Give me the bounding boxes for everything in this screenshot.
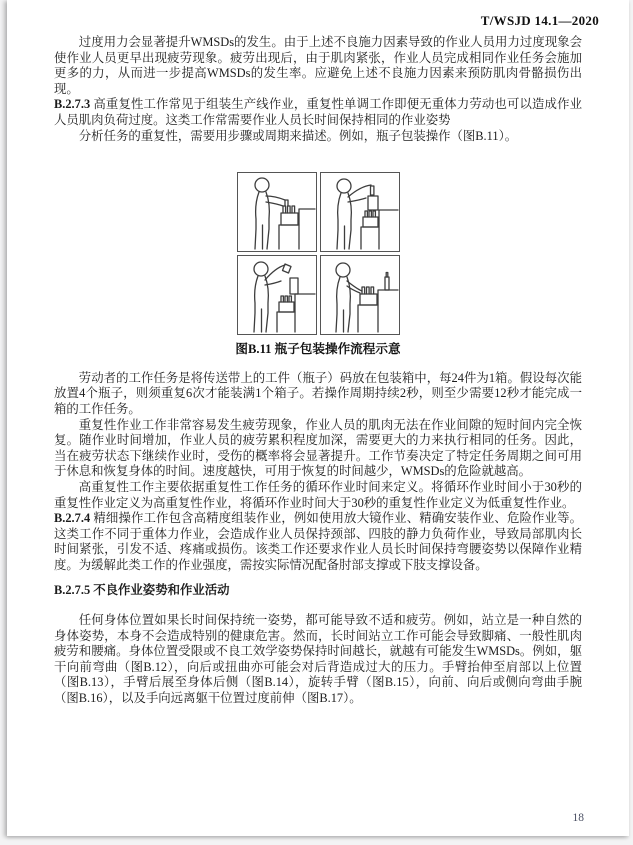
clause-number: B.2.7.4 — [54, 511, 94, 526]
figure-panel-3 — [237, 255, 317, 335]
worker-picking-bottles-drawing — [238, 173, 316, 251]
figure-panel-grid — [237, 172, 400, 335]
page-number: 18 — [572, 812, 584, 824]
text-blocks-after-figure — [54, 371, 582, 707]
figure-caption: 图B.11 瓶子包装操作流程示意 — [235, 342, 401, 357]
paragraph: 劳动者的工作任务是将传送带上的工件（瓶子）码放在包装箱中，每24件为1箱。假设每次能放置4个瓶子，则须重复6次才能装满1个箱子。若操作周期持续2秒，则至少需要12秒才能完成一箱的工作任务。 — [54, 370, 582, 416]
paragraph: 分析任务的重复性，需要用步骤或周期来描述。例如，瓶子包装操作（图B.11）。 — [78, 128, 518, 143]
document-code-header: T/WSJD 14.1—2020 — [480, 13, 599, 28]
figure-panel-2 — [320, 172, 400, 252]
worker-lifting-bottle-drawing — [321, 173, 399, 251]
figure-panel-1 — [237, 172, 317, 252]
document-body — [7, 29, 629, 707]
text-blocks-before-figure — [54, 35, 582, 144]
paragraph: B.2.7.4 精细操作工作包含高精度组装作业，例如使用放大镜作业、精确安装作业、危险作业等。这类工作不同于重体力作业，会造成作业人员保持颈部、四肢的静力负荷作业，导致局部肌肉长时间紧张，引发不适、疼痛或损伤。该类工作还要求作业人员长时间保持弯腰姿势以保障作业精度。为缓解此类工作的作业强度，需按实际情况配备肘部支撑或下肢支撑设备。 — [54, 511, 582, 572]
figure-b11 — [54, 172, 582, 358]
document-page — [7, 0, 629, 836]
clause-number: B.2.7.5 — [54, 583, 94, 598]
figure-panel-4 — [320, 255, 400, 335]
paragraph: 重复性作业工作非常容易发生疲劳现象，作业人员的肌肉无法在作业间隙的短时间内完全恢复。随作业时间增加，作业人员的疲劳累积程度加深，需要更大的力来执行相同的任务。因此，当在疲劳状态下继续作业时，受伤的概率将会显著提升。工作节奏决定了特定任务周期之间可用于休息和恢复身体的时间。速度越快，可用于恢复的时间越少，WMSDs的危险就越高。 — [54, 417, 582, 479]
worker-placing-bottle-drawing — [238, 256, 316, 334]
section-heading: B.2.7.5 不良作业姿势和作业活动 — [54, 583, 230, 598]
worker-packing-crate-drawing — [321, 256, 399, 334]
paragraph: 高重复性工作主要依据重复性工作任务的循环作业时间来定义。将循环作业时间小于30秒的重复性作业定义为高重复性作业，将循环作业时间大于30秒的重复性作业定义为低重复性作业。 — [54, 479, 582, 510]
clause-number: B.2.7.3 — [54, 97, 94, 112]
paragraph: B.2.7.3 高重复性工作常见于组装生产线作业，重复性单调工作即便无重体力劳动也可以造成作业人员肌肉负荷过度。这类工作常需要作业人员长时间保持相同的作业姿势 — [54, 97, 582, 127]
paragraph: 任何身体位置如果长时间保持统一姿势，都可能导致不适和疲劳。例如，站立是一种自然的身体姿势，本身不会造成特别的健康危害。然而，长时间站立工作可能会导致脚痛、一般性肌肉疲劳和腰痛。身体位置受限或不良工效学姿势保持时间越长，就越有可能发生WMSDs。例如，躯干向前弯曲（图B.12），向后或扭曲亦可能会对后背造成过大的压力。手臂抬伸至肩部以上位置（图B.13），手臂后展至身体后侧（图B.14），旋转手臂（图B.15），向前、向后或侧向弯曲手腕（图B.16），以及手向远离躯干位置过度前伸（图B.17）。 — [54, 613, 582, 706]
paragraph: 过度用力会显著提升WMSDs的发生。由于上述不良施力因素导致的作业人员用力过度现象会使作业人员更早出现疲劳现象。疲劳出现后，由于肌肉紧张，作业人员完成相同作业任务会施加更多的力，从而进一步提高WMSDs的发生率。应避免上述不良施力因素来预防肌肉骨骼损伤出现。 — [54, 35, 582, 96]
